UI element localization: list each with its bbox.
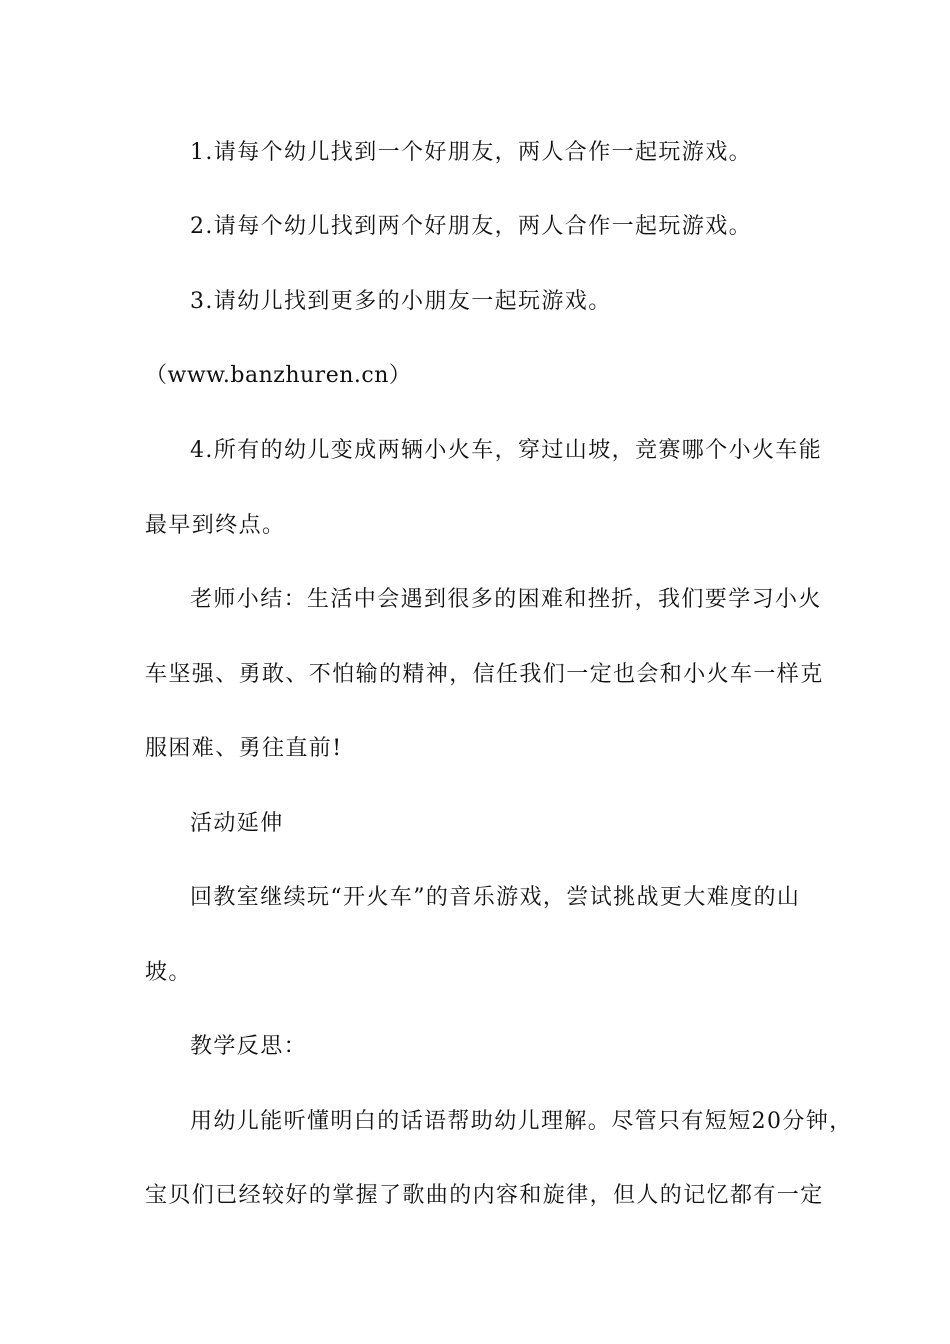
game-step-4-line-2: 最早到终点。	[145, 513, 286, 538]
game-step-1: 1.请每个幼儿找到一个好朋友，两人合作一起玩游戏。	[190, 140, 752, 165]
section-heading-extension: 活动延伸	[190, 811, 284, 836]
teacher-summary-line-1: 老师小结：生活中会遇到很多的困难和挫折，我们要学习小火	[190, 587, 822, 612]
extension-line-1: 回教室继续玩“开火车”的音乐游戏，尝试挑战更大难度的山	[190, 885, 801, 910]
teacher-summary-line-3: 服困难、勇往直前!	[145, 736, 343, 761]
game-step-2: 2.请每个幼儿找到两个好朋友，两人合作一起玩游戏。	[190, 214, 752, 239]
extension-line-2: 坡。	[145, 960, 192, 985]
game-step-3: 3.请幼儿找到更多的小朋友一起玩游戏。	[190, 289, 612, 314]
source-url: （www.banzhuren.cn）	[145, 363, 412, 388]
reflection-line-1: 用幼儿能听懂明白的话语帮助幼儿理解。尽管只有短短20分钟，	[190, 1109, 853, 1134]
game-step-4-line-1: 4.所有的幼儿变成两辆小火车，穿过山坡，竞赛哪个小火车能	[190, 438, 823, 463]
section-heading-reflection: 教学反思：	[190, 1034, 308, 1059]
reflection-line-2: 宝贝们已经较好的掌握了歌曲的内容和旋律，但人的记忆都有一定	[145, 1183, 824, 1208]
teacher-summary-line-2: 车坚强、勇敢、不怕输的精神，信任我们一定也会和小火车一样克	[145, 662, 824, 687]
